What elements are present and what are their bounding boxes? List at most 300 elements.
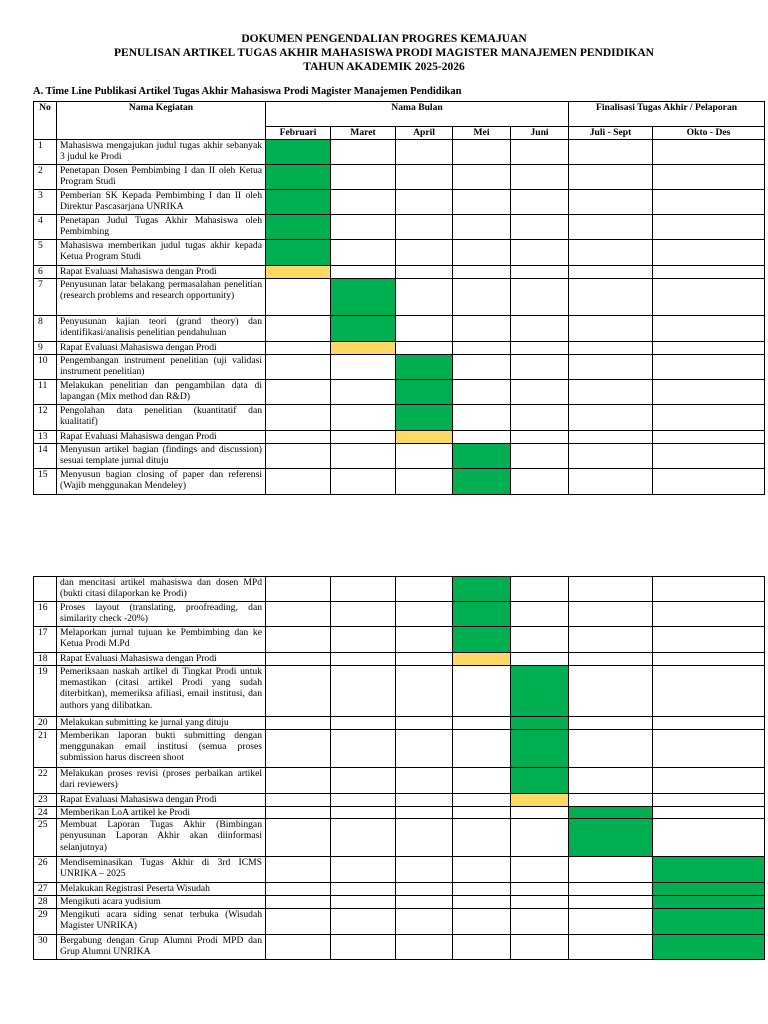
timeline-table-page-1 bbox=[33, 101, 765, 495]
progress-cell-empty bbox=[653, 577, 765, 602]
activity-name: Bergabung dengan Grup Alumni Prodi MPD dan Grup Alumni UNRIKA bbox=[57, 935, 266, 960]
progress-cell-empty bbox=[396, 602, 453, 627]
progress-cell-empty bbox=[511, 807, 569, 819]
activity-name: Pengolahan data penelitian (kuantitatif dan kualitatif) bbox=[57, 405, 266, 431]
progress-cell-empty bbox=[453, 909, 511, 935]
progress-cell-empty bbox=[653, 717, 765, 730]
progress-cell-empty bbox=[569, 794, 653, 807]
row-number: 12 bbox=[34, 405, 57, 431]
progress-cell-empty bbox=[396, 730, 453, 768]
progress-cell-empty bbox=[511, 215, 569, 240]
progress-cell-done bbox=[653, 909, 765, 935]
progress-cell-empty bbox=[331, 627, 396, 653]
progress-cell-empty bbox=[569, 666, 653, 717]
progress-cell-empty bbox=[266, 602, 331, 627]
progress-cell-empty bbox=[569, 165, 653, 190]
row-number: 26 bbox=[34, 857, 57, 883]
progress-cell-empty bbox=[331, 883, 396, 896]
progress-cell-empty bbox=[569, 909, 653, 935]
table-row bbox=[34, 768, 765, 794]
progress-cell-evaluation bbox=[331, 342, 396, 355]
progress-cell-empty bbox=[331, 807, 396, 819]
progress-cell-empty bbox=[331, 266, 396, 279]
progress-cell-empty bbox=[569, 140, 653, 165]
progress-cell-empty bbox=[511, 405, 569, 431]
progress-cell-empty bbox=[453, 355, 511, 380]
row-number: 3 bbox=[34, 190, 57, 215]
progress-cell-done bbox=[396, 405, 453, 431]
table-row bbox=[34, 316, 765, 342]
progress-cell-empty bbox=[569, 405, 653, 431]
progress-cell-empty bbox=[331, 666, 396, 717]
row-number: 16 bbox=[34, 602, 57, 627]
progress-cell-empty bbox=[653, 819, 765, 857]
activity-name: Rapat Evaluasi Mahasiswa dengan Prodi bbox=[57, 266, 266, 279]
progress-cell-done bbox=[511, 730, 569, 768]
progress-cell-empty bbox=[653, 444, 765, 469]
table-row bbox=[34, 469, 765, 495]
activity-name: Memberikan LoA artikel ke Prodi bbox=[57, 807, 266, 819]
progress-cell-empty bbox=[396, 627, 453, 653]
table-row bbox=[34, 266, 765, 279]
activity-name: Mahasiswa memberikan judul tugas akhir kepada Ketua Program Studi bbox=[57, 240, 266, 266]
progress-cell-empty bbox=[396, 768, 453, 794]
progress-cell-empty bbox=[453, 431, 511, 444]
section-title: A. Time Line Publikasi Artikel Tugas Akhir Mahasiswa Prodi Magister Manajemen Pendidikan bbox=[33, 86, 462, 97]
activity-name: Mahasiswa mengajukan judul tugas akhir sebanyak 3 judul ke Prodi bbox=[57, 140, 266, 165]
progress-cell-empty bbox=[396, 279, 453, 316]
progress-cell-empty bbox=[331, 717, 396, 730]
progress-cell-empty bbox=[511, 602, 569, 627]
header-month: Okto - Des bbox=[653, 127, 765, 140]
progress-cell-empty bbox=[331, 215, 396, 240]
row-number: 7 bbox=[34, 279, 57, 316]
progress-cell-empty bbox=[266, 316, 331, 342]
progress-cell-empty bbox=[266, 431, 331, 444]
progress-cell-empty bbox=[511, 190, 569, 215]
row-number: 28 bbox=[34, 896, 57, 909]
progress-cell-empty bbox=[653, 405, 765, 431]
table-row bbox=[34, 896, 765, 909]
progress-cell-empty bbox=[653, 190, 765, 215]
progress-cell-empty bbox=[396, 857, 453, 883]
progress-cell-empty bbox=[396, 165, 453, 190]
activity-name: Melakukan penelitian dan pengambilan data di lapangan (Mix method dan R&D) bbox=[57, 380, 266, 405]
table-row bbox=[34, 190, 765, 215]
header-month: April bbox=[396, 127, 453, 140]
progress-cell-empty bbox=[453, 380, 511, 405]
progress-cell-empty bbox=[396, 666, 453, 717]
table-row bbox=[34, 165, 765, 190]
activity-name: Melaporkan jurnal tujuan ke Pembimbing dan ke Ketua Prodi M.Pd bbox=[57, 627, 266, 653]
progress-cell-empty bbox=[511, 577, 569, 602]
progress-cell-done bbox=[396, 380, 453, 405]
progress-cell-empty bbox=[266, 444, 331, 469]
table-row bbox=[34, 653, 765, 666]
progress-cell-empty bbox=[653, 469, 765, 495]
progress-cell-done bbox=[266, 190, 331, 215]
header-activity: Nama Kegiatan bbox=[57, 102, 266, 140]
table-row bbox=[34, 857, 765, 883]
progress-cell-evaluation bbox=[511, 794, 569, 807]
progress-cell-empty bbox=[396, 935, 453, 960]
progress-cell-empty bbox=[453, 316, 511, 342]
document-title: DOKUMEN PENGENDALIAN PROGRES KEMAJUAN bbox=[241, 33, 527, 45]
table-row bbox=[34, 577, 765, 602]
progress-cell-empty bbox=[653, 807, 765, 819]
header-month: Juli - Sept bbox=[569, 127, 653, 140]
progress-cell-empty bbox=[331, 857, 396, 883]
progress-cell-empty bbox=[331, 380, 396, 405]
progress-cell-empty bbox=[331, 165, 396, 190]
progress-cell-empty bbox=[569, 431, 653, 444]
progress-cell-empty bbox=[331, 431, 396, 444]
progress-cell-empty bbox=[396, 883, 453, 896]
progress-cell-empty bbox=[511, 857, 569, 883]
table-row bbox=[34, 342, 765, 355]
row-number: 20 bbox=[34, 717, 57, 730]
progress-cell-empty bbox=[453, 768, 511, 794]
row-number: 13 bbox=[34, 431, 57, 444]
progress-cell-empty bbox=[266, 380, 331, 405]
progress-cell-empty bbox=[453, 857, 511, 883]
progress-cell-evaluation bbox=[266, 266, 331, 279]
progress-cell-empty bbox=[653, 165, 765, 190]
activity-name: Penyusunan kajian teori (grand theory) dan identifikasi/analisis penelitian pendahuluan bbox=[57, 316, 266, 342]
progress-cell-empty bbox=[331, 140, 396, 165]
progress-cell-empty bbox=[266, 819, 331, 857]
progress-cell-empty bbox=[331, 935, 396, 960]
progress-cell-done bbox=[396, 355, 453, 380]
progress-cell-empty bbox=[569, 355, 653, 380]
progress-cell-empty bbox=[266, 627, 331, 653]
progress-cell-empty bbox=[396, 240, 453, 266]
progress-cell-empty bbox=[453, 896, 511, 909]
table-row bbox=[34, 355, 765, 380]
progress-cell-empty bbox=[511, 431, 569, 444]
progress-cell-empty bbox=[331, 469, 396, 495]
progress-cell-empty bbox=[653, 431, 765, 444]
table-row bbox=[34, 215, 765, 240]
table-row bbox=[34, 240, 765, 266]
progress-cell-empty bbox=[569, 469, 653, 495]
progress-cell-empty bbox=[453, 883, 511, 896]
progress-cell-empty bbox=[453, 266, 511, 279]
progress-cell-done bbox=[653, 935, 765, 960]
activity-name: Pemeriksaan naskah artikel di Tingkat Prodi untuk memastikan (citasi artikel Prodi yang sudah diterbitkan), memeriksa afiliasi, email institusi, dan authors yang dilibatkan. bbox=[57, 666, 266, 717]
progress-cell-empty bbox=[453, 819, 511, 857]
table-row bbox=[34, 380, 765, 405]
progress-cell-evaluation bbox=[453, 653, 511, 666]
progress-cell-empty bbox=[453, 717, 511, 730]
progress-cell-empty bbox=[453, 807, 511, 819]
progress-cell-empty bbox=[569, 717, 653, 730]
row-number: 17 bbox=[34, 627, 57, 653]
progress-cell-empty bbox=[266, 909, 331, 935]
progress-cell-empty bbox=[453, 140, 511, 165]
progress-cell-empty bbox=[266, 896, 331, 909]
progress-cell-empty bbox=[331, 730, 396, 768]
progress-cell-done bbox=[266, 140, 331, 165]
progress-cell-empty bbox=[453, 405, 511, 431]
row-number: 27 bbox=[34, 883, 57, 896]
progress-cell-empty bbox=[511, 380, 569, 405]
progress-cell-empty bbox=[331, 602, 396, 627]
activity-name: Penyusunan latar belakang permasalahan penelitian (research problems and research opportunity) bbox=[57, 279, 266, 316]
progress-cell-empty bbox=[331, 794, 396, 807]
activity-name: Pengembangan instrument penelitian (uji validasi instrument penelitian) bbox=[57, 355, 266, 380]
progress-cell-done bbox=[511, 717, 569, 730]
row-number bbox=[34, 577, 57, 602]
progress-cell-done bbox=[569, 807, 653, 819]
progress-cell-empty bbox=[511, 883, 569, 896]
table-row bbox=[34, 794, 765, 807]
progress-cell-empty bbox=[331, 240, 396, 266]
row-number: 25 bbox=[34, 819, 57, 857]
progress-cell-done bbox=[453, 444, 511, 469]
row-number: 11 bbox=[34, 380, 57, 405]
progress-cell-empty bbox=[511, 653, 569, 666]
progress-cell-empty bbox=[266, 717, 331, 730]
progress-cell-empty bbox=[331, 896, 396, 909]
progress-cell-empty bbox=[396, 577, 453, 602]
activity-name: Penetapan Dosen Pembimbing I dan II oleh Ketua Program Studi bbox=[57, 165, 266, 190]
progress-cell-empty bbox=[396, 342, 453, 355]
progress-cell-empty bbox=[569, 266, 653, 279]
progress-cell-empty bbox=[653, 794, 765, 807]
progress-cell-empty bbox=[396, 717, 453, 730]
activity-name: Pemberian SK Kepada Pembimbing I dan II oleh Direktur Pascasarjana UNRIKA bbox=[57, 190, 266, 215]
table-row bbox=[34, 444, 765, 469]
progress-cell-done bbox=[453, 469, 511, 495]
progress-cell-empty bbox=[266, 355, 331, 380]
header-month: Februari bbox=[266, 127, 331, 140]
activity-name: Mengikuti acara siding senat terbuka (Wisudah Magister UNRIKA) bbox=[57, 909, 266, 935]
progress-cell-empty bbox=[653, 215, 765, 240]
table-row bbox=[34, 140, 765, 165]
activity-name: Penetapan Judul Tugas Akhir Mahasiswa oleh Pembimbing bbox=[57, 215, 266, 240]
progress-cell-empty bbox=[569, 883, 653, 896]
row-number: 21 bbox=[34, 730, 57, 768]
activity-name: Rapat Evaluasi Mahasiswa dengan Prodi bbox=[57, 653, 266, 666]
progress-cell-empty bbox=[396, 469, 453, 495]
row-number: 9 bbox=[34, 342, 57, 355]
progress-cell-empty bbox=[511, 469, 569, 495]
table-row bbox=[34, 602, 765, 627]
table-row bbox=[34, 730, 765, 768]
activity-name: Membuat Laporan Tugas Akhir (Bimbingan penyusunan Laporan Akhir akan diinformasi selanjutnya) bbox=[57, 819, 266, 857]
activity-name: dan mencitasi artikel mahasiswa dan dosen MPd (bukti citasi dilaporkan ke Prodi) bbox=[57, 577, 266, 602]
progress-cell-empty bbox=[331, 819, 396, 857]
progress-cell-empty bbox=[653, 140, 765, 165]
progress-cell-empty bbox=[266, 794, 331, 807]
progress-cell-empty bbox=[569, 190, 653, 215]
progress-cell-done bbox=[266, 165, 331, 190]
activity-name: Mendiseminasikan Tugas Akhir di 3rd ICMS UNRIKA – 2025 bbox=[57, 857, 266, 883]
progress-cell-empty bbox=[569, 342, 653, 355]
row-number: 23 bbox=[34, 794, 57, 807]
progress-cell-empty bbox=[653, 240, 765, 266]
row-number: 22 bbox=[34, 768, 57, 794]
progress-cell-empty bbox=[266, 807, 331, 819]
progress-cell-empty bbox=[396, 794, 453, 807]
progress-cell-empty bbox=[569, 279, 653, 316]
progress-cell-empty bbox=[569, 653, 653, 666]
row-number: 8 bbox=[34, 316, 57, 342]
row-number: 30 bbox=[34, 935, 57, 960]
header-final-group: Finalisasi Tugas Akhir / Pelaporan bbox=[569, 102, 765, 127]
progress-cell-empty bbox=[653, 666, 765, 717]
progress-cell-empty bbox=[266, 469, 331, 495]
progress-cell-done bbox=[653, 857, 765, 883]
progress-cell-empty bbox=[453, 215, 511, 240]
progress-cell-empty bbox=[511, 935, 569, 960]
header-month: Mei bbox=[453, 127, 511, 140]
progress-cell-empty bbox=[569, 602, 653, 627]
progress-cell-empty bbox=[453, 935, 511, 960]
progress-cell-empty bbox=[396, 190, 453, 215]
progress-cell-empty bbox=[396, 266, 453, 279]
progress-cell-empty bbox=[396, 653, 453, 666]
progress-cell-empty bbox=[266, 883, 331, 896]
progress-cell-empty bbox=[511, 316, 569, 342]
progress-cell-empty bbox=[396, 896, 453, 909]
row-number: 2 bbox=[34, 165, 57, 190]
progress-cell-empty bbox=[653, 653, 765, 666]
progress-cell-empty bbox=[453, 794, 511, 807]
progress-cell-empty bbox=[569, 215, 653, 240]
progress-cell-empty bbox=[511, 444, 569, 469]
progress-cell-empty bbox=[511, 266, 569, 279]
progress-cell-empty bbox=[266, 279, 331, 316]
row-number: 24 bbox=[34, 807, 57, 819]
row-number: 14 bbox=[34, 444, 57, 469]
progress-cell-empty bbox=[653, 342, 765, 355]
academic-year: TAHUN AKADEMIK 2025-2026 bbox=[303, 61, 465, 73]
table-row bbox=[34, 717, 765, 730]
table-row bbox=[34, 819, 765, 857]
table-row bbox=[34, 279, 765, 316]
header-month: Maret bbox=[331, 127, 396, 140]
activity-name: Melakukan proses revisi (proses perbaikan artikel dari reviewers) bbox=[57, 768, 266, 794]
progress-cell-empty bbox=[396, 215, 453, 240]
header-month-group: Nama Bulan bbox=[266, 102, 569, 127]
progress-cell-empty bbox=[396, 819, 453, 857]
progress-cell-empty bbox=[396, 909, 453, 935]
progress-cell-empty bbox=[396, 316, 453, 342]
progress-cell-empty bbox=[569, 935, 653, 960]
table-row bbox=[34, 935, 765, 960]
progress-cell-empty bbox=[396, 140, 453, 165]
progress-cell-empty bbox=[331, 355, 396, 380]
progress-cell-done bbox=[266, 240, 331, 266]
table-row bbox=[34, 807, 765, 819]
progress-cell-empty bbox=[569, 627, 653, 653]
row-number: 5 bbox=[34, 240, 57, 266]
activity-name: Melakukan Registrasi Peserta Wisudah bbox=[57, 883, 266, 896]
progress-cell-empty bbox=[653, 279, 765, 316]
progress-cell-done bbox=[453, 577, 511, 602]
progress-cell-done bbox=[266, 215, 331, 240]
table-row bbox=[34, 909, 765, 935]
progress-cell-empty bbox=[396, 444, 453, 469]
progress-cell-empty bbox=[569, 730, 653, 768]
table-row bbox=[34, 405, 765, 431]
activity-name: Menyusun bagian closing of paper dan referensi (Wajib menggunakan Mendeley) bbox=[57, 469, 266, 495]
progress-cell-empty bbox=[569, 768, 653, 794]
progress-cell-empty bbox=[266, 577, 331, 602]
progress-cell-empty bbox=[511, 896, 569, 909]
activity-name: Menyusun artikel bagian (findings and discussion) sesuai template jurnal dituju bbox=[57, 444, 266, 469]
header-no: No bbox=[34, 102, 57, 140]
activity-name: Proses layout (translating, proofreading, dan similarity check -20%) bbox=[57, 602, 266, 627]
progress-cell-empty bbox=[331, 768, 396, 794]
progress-cell-empty bbox=[331, 577, 396, 602]
row-number: 6 bbox=[34, 266, 57, 279]
activity-name: Rapat Evaluasi Mahasiswa dengan Prodi bbox=[57, 431, 266, 444]
progress-cell-done bbox=[453, 627, 511, 653]
progress-cell-empty bbox=[511, 140, 569, 165]
progress-cell-empty bbox=[331, 405, 396, 431]
progress-cell-empty bbox=[453, 730, 511, 768]
progress-cell-empty bbox=[331, 653, 396, 666]
progress-cell-empty bbox=[266, 653, 331, 666]
progress-cell-empty bbox=[569, 240, 653, 266]
activity-name: Melakukan submitting ke jurnal yang dituju bbox=[57, 717, 266, 730]
progress-cell-empty bbox=[266, 730, 331, 768]
row-number: 1 bbox=[34, 140, 57, 165]
progress-cell-empty bbox=[511, 165, 569, 190]
progress-cell-empty bbox=[266, 768, 331, 794]
progress-cell-empty bbox=[653, 355, 765, 380]
progress-cell-empty bbox=[653, 768, 765, 794]
progress-cell-empty bbox=[653, 627, 765, 653]
table-row bbox=[34, 883, 765, 896]
progress-cell-empty bbox=[569, 444, 653, 469]
progress-cell-empty bbox=[331, 190, 396, 215]
row-number: 4 bbox=[34, 215, 57, 240]
activity-name: Memberikan laporan bukti submitting dengan menggunakan email institusi (semua proses submission harus discreen shoot bbox=[57, 730, 266, 768]
progress-cell-empty bbox=[396, 807, 453, 819]
row-number: 29 bbox=[34, 909, 57, 935]
timeline-table-page-2 bbox=[33, 576, 765, 960]
activity-name: Rapat Evaluasi Mahasiswa dengan Prodi bbox=[57, 342, 266, 355]
table-row bbox=[34, 431, 765, 444]
progress-cell-empty bbox=[266, 405, 331, 431]
progress-cell-done bbox=[331, 316, 396, 342]
progress-cell-done bbox=[653, 883, 765, 896]
progress-cell-empty bbox=[653, 266, 765, 279]
activity-name: Rapat Evaluasi Mahasiswa dengan Prodi bbox=[57, 794, 266, 807]
activity-name: Mengikuti acara yudisium bbox=[57, 896, 266, 909]
progress-cell-empty bbox=[266, 857, 331, 883]
progress-cell-empty bbox=[569, 380, 653, 405]
progress-cell-empty bbox=[453, 190, 511, 215]
progress-cell-empty bbox=[331, 444, 396, 469]
row-number: 18 bbox=[34, 653, 57, 666]
progress-cell-empty bbox=[453, 165, 511, 190]
progress-cell-empty bbox=[653, 730, 765, 768]
table-row bbox=[34, 627, 765, 653]
progress-cell-empty bbox=[569, 577, 653, 602]
progress-cell-empty bbox=[266, 342, 331, 355]
progress-cell-empty bbox=[653, 380, 765, 405]
progress-cell-done bbox=[511, 768, 569, 794]
row-number: 15 bbox=[34, 469, 57, 495]
header-month: Juni bbox=[511, 127, 569, 140]
progress-cell-empty bbox=[266, 666, 331, 717]
progress-cell-empty bbox=[569, 857, 653, 883]
